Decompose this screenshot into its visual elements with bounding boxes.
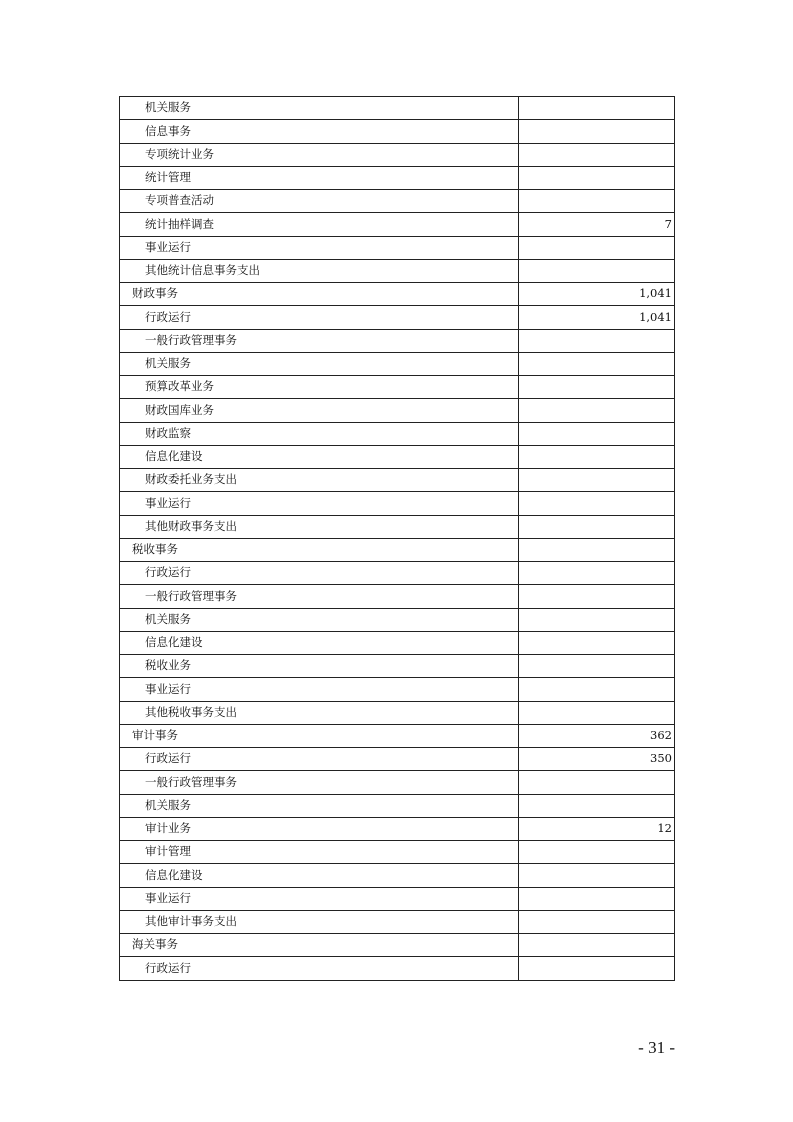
item-value-cell: 362 (519, 724, 675, 747)
table-row (120, 236, 675, 259)
item-value-cell (519, 701, 675, 724)
item-name-cell: 审计管理 (120, 841, 519, 864)
item-name-cell: 行政运行 (120, 748, 519, 771)
table-row (120, 678, 675, 701)
item-value-cell (519, 608, 675, 631)
item-value-cell (519, 515, 675, 538)
item-value-cell (519, 794, 675, 817)
item-name-cell: 海关事务 (120, 934, 519, 957)
table-row (120, 422, 675, 445)
item-name-cell: 事业运行 (120, 887, 519, 910)
item-value-cell (519, 841, 675, 864)
item-name-cell: 信息事务 (120, 120, 519, 143)
table-row (120, 283, 675, 306)
table-row (120, 631, 675, 654)
table-row (120, 701, 675, 724)
table-row (120, 306, 675, 329)
item-value-cell: 12 (519, 817, 675, 840)
item-value-cell (519, 864, 675, 887)
item-value-cell (519, 376, 675, 399)
item-name-cell: 统计管理 (120, 166, 519, 189)
item-name-cell: 事业运行 (120, 236, 519, 259)
item-name-cell: 事业运行 (120, 492, 519, 515)
table-row (120, 259, 675, 282)
item-value-cell (519, 655, 675, 678)
item-name-cell: 行政运行 (120, 562, 519, 585)
page-number: - 31 - (638, 1038, 675, 1057)
item-value-cell (519, 562, 675, 585)
table-row (120, 562, 675, 585)
item-value-cell: 1,041 (519, 306, 675, 329)
table-row (120, 190, 675, 213)
table-row (120, 352, 675, 375)
item-name-cell: 机关服务 (120, 352, 519, 375)
item-value-cell: 7 (519, 213, 675, 236)
item-name-cell: 财政事务 (120, 283, 519, 306)
table-row (120, 329, 675, 352)
item-value-cell (519, 771, 675, 794)
item-name-cell: 一般行政管理事务 (120, 771, 519, 794)
table-row (120, 817, 675, 840)
item-name-cell: 行政运行 (120, 957, 519, 980)
item-value-cell: 350 (519, 748, 675, 771)
table-row (120, 864, 675, 887)
item-name-cell: 预算改革业务 (120, 376, 519, 399)
item-name-cell: 其他财政事务支出 (120, 515, 519, 538)
table-row (120, 538, 675, 561)
table-row (120, 748, 675, 771)
item-value-cell (519, 166, 675, 189)
item-name-cell: 财政监察 (120, 422, 519, 445)
item-name-cell: 信息化建设 (120, 864, 519, 887)
item-value-cell (519, 329, 675, 352)
item-value-cell (519, 957, 675, 980)
table-row (120, 771, 675, 794)
item-name-cell: 信息化建设 (120, 631, 519, 654)
item-name-cell: 财政委托业务支出 (120, 469, 519, 492)
table-row (120, 376, 675, 399)
table-row (120, 120, 675, 143)
item-value-cell (519, 422, 675, 445)
item-value-cell (519, 143, 675, 166)
item-value-cell (519, 631, 675, 654)
table-row (120, 957, 675, 980)
item-value-cell (519, 678, 675, 701)
item-name-cell: 一般行政管理事务 (120, 329, 519, 352)
item-value-cell (519, 236, 675, 259)
table-row (120, 399, 675, 422)
table-row (120, 492, 675, 515)
table-row (120, 585, 675, 608)
table-row (120, 724, 675, 747)
item-value-cell (519, 97, 675, 120)
item-name-cell: 专项统计业务 (120, 143, 519, 166)
item-value-cell (519, 399, 675, 422)
item-value-cell (519, 445, 675, 468)
table-row (120, 97, 675, 120)
item-name-cell: 其他税收事务支出 (120, 701, 519, 724)
item-value-cell (519, 910, 675, 933)
item-value-cell (519, 352, 675, 375)
item-name-cell: 审计事务 (120, 724, 519, 747)
item-name-cell: 信息化建设 (120, 445, 519, 468)
item-value-cell (519, 934, 675, 957)
item-name-cell: 机关服务 (120, 97, 519, 120)
table-row (120, 887, 675, 910)
table-row (120, 515, 675, 538)
item-name-cell: 一般行政管理事务 (120, 585, 519, 608)
item-name-cell: 机关服务 (120, 608, 519, 631)
item-name-cell: 专项普查活动 (120, 190, 519, 213)
table-row (120, 794, 675, 817)
item-name-cell: 税收事务 (120, 538, 519, 561)
item-name-cell: 财政国库业务 (120, 399, 519, 422)
item-name-cell: 其他统计信息事务支出 (120, 259, 519, 282)
table-row (120, 445, 675, 468)
table-row (120, 934, 675, 957)
item-name-cell: 行政运行 (120, 306, 519, 329)
table-row (120, 910, 675, 933)
item-value-cell (519, 887, 675, 910)
item-value-cell (519, 469, 675, 492)
item-value-cell (519, 492, 675, 515)
table-row (120, 608, 675, 631)
item-value-cell (519, 585, 675, 608)
item-name-cell: 机关服务 (120, 794, 519, 817)
table-body (120, 97, 675, 981)
expenditure-table (119, 96, 675, 981)
item-name-cell: 审计业务 (120, 817, 519, 840)
table-row (120, 469, 675, 492)
table-row (120, 143, 675, 166)
item-name-cell: 事业运行 (120, 678, 519, 701)
item-name-cell: 其他审计事务支出 (120, 910, 519, 933)
item-name-cell: 税收业务 (120, 655, 519, 678)
item-value-cell (519, 120, 675, 143)
item-name-cell: 统计抽样调查 (120, 213, 519, 236)
table-row (120, 655, 675, 678)
item-value-cell (519, 190, 675, 213)
item-value-cell (519, 259, 675, 282)
table-row (120, 213, 675, 236)
table-row (120, 166, 675, 189)
table-row (120, 841, 675, 864)
item-value-cell: 1,041 (519, 283, 675, 306)
item-value-cell (519, 538, 675, 561)
